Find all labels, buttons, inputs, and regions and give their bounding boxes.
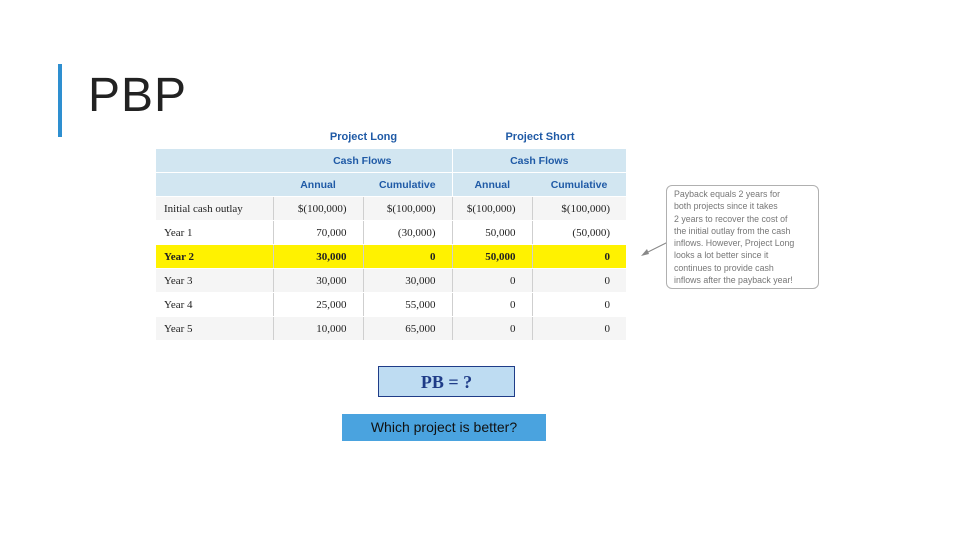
callout-line: 2 years to recover the cost of bbox=[674, 213, 788, 224]
sub-header-row bbox=[156, 173, 626, 197]
table-row bbox=[156, 221, 626, 245]
row-label: Initial cash outlay bbox=[156, 197, 273, 221]
payback-callout bbox=[666, 185, 819, 289]
cell: 30,000 bbox=[273, 245, 363, 269]
callout-line: continues to provide cash bbox=[674, 262, 774, 273]
col-header: Cumulative bbox=[532, 173, 626, 197]
row-label: Year 2 bbox=[156, 245, 273, 269]
cell: 0 bbox=[532, 293, 626, 317]
table-row bbox=[156, 197, 626, 221]
cell: $(100,000) bbox=[273, 197, 363, 221]
cell: 50,000 bbox=[452, 245, 532, 269]
callout-line: inflows after the payback year! bbox=[674, 275, 793, 286]
row-label: Year 1 bbox=[156, 221, 273, 245]
cell: (30,000) bbox=[363, 221, 452, 245]
row-label: Year 3 bbox=[156, 269, 273, 293]
project-short-heading: Project Short bbox=[505, 131, 575, 143]
callout-line: both projects since it takes bbox=[674, 201, 778, 212]
group-header-long: Cash Flows bbox=[273, 149, 452, 173]
group-header-row bbox=[156, 149, 626, 173]
payback-question-box: PB = ? bbox=[378, 366, 515, 397]
title-accent-bar bbox=[58, 64, 62, 137]
group-header-short: Cash Flows bbox=[452, 149, 626, 173]
cell: 0 bbox=[532, 317, 626, 341]
cell: 30,000 bbox=[273, 269, 363, 293]
col-header: Annual bbox=[452, 173, 532, 197]
cell: 25,000 bbox=[273, 293, 363, 317]
row-label: Year 5 bbox=[156, 317, 273, 341]
cell: 0 bbox=[532, 245, 626, 269]
cash-flow-table bbox=[156, 149, 626, 341]
which-project-question: Which project is better? bbox=[342, 414, 546, 441]
table-row-highlighted bbox=[156, 245, 626, 269]
table-row bbox=[156, 317, 626, 341]
cell: 0 bbox=[452, 317, 532, 341]
cell: $(100,000) bbox=[452, 197, 532, 221]
header-blank bbox=[156, 173, 273, 197]
project-long-heading: Project Long bbox=[329, 131, 398, 143]
cell: 70,000 bbox=[273, 221, 363, 245]
cell: 55,000 bbox=[363, 293, 452, 317]
table-row bbox=[156, 269, 626, 293]
cell: 0 bbox=[452, 269, 532, 293]
cell: 0 bbox=[532, 269, 626, 293]
callout-line: looks a lot better since it bbox=[674, 250, 769, 261]
cell: 30,000 bbox=[363, 269, 452, 293]
col-header: Cumulative bbox=[363, 173, 452, 197]
col-header: Annual bbox=[273, 173, 363, 197]
callout-line: inflows. However, Project Long bbox=[674, 238, 795, 249]
cell: $(100,000) bbox=[532, 197, 626, 221]
cell: 50,000 bbox=[452, 221, 532, 245]
header-blank bbox=[156, 149, 273, 173]
callout-line: the initial outlay from the cash bbox=[674, 225, 791, 236]
row-label: Year 4 bbox=[156, 293, 273, 317]
cell: 10,000 bbox=[273, 317, 363, 341]
cell: $(100,000) bbox=[363, 197, 452, 221]
cell: 0 bbox=[363, 245, 452, 269]
callout-line: Payback equals 2 years for bbox=[674, 189, 781, 199]
table-row bbox=[156, 293, 626, 317]
cell: 0 bbox=[452, 293, 532, 317]
cell: 65,000 bbox=[363, 317, 452, 341]
slide-title: PBP bbox=[88, 69, 188, 122]
cell: (50,000) bbox=[532, 221, 626, 245]
